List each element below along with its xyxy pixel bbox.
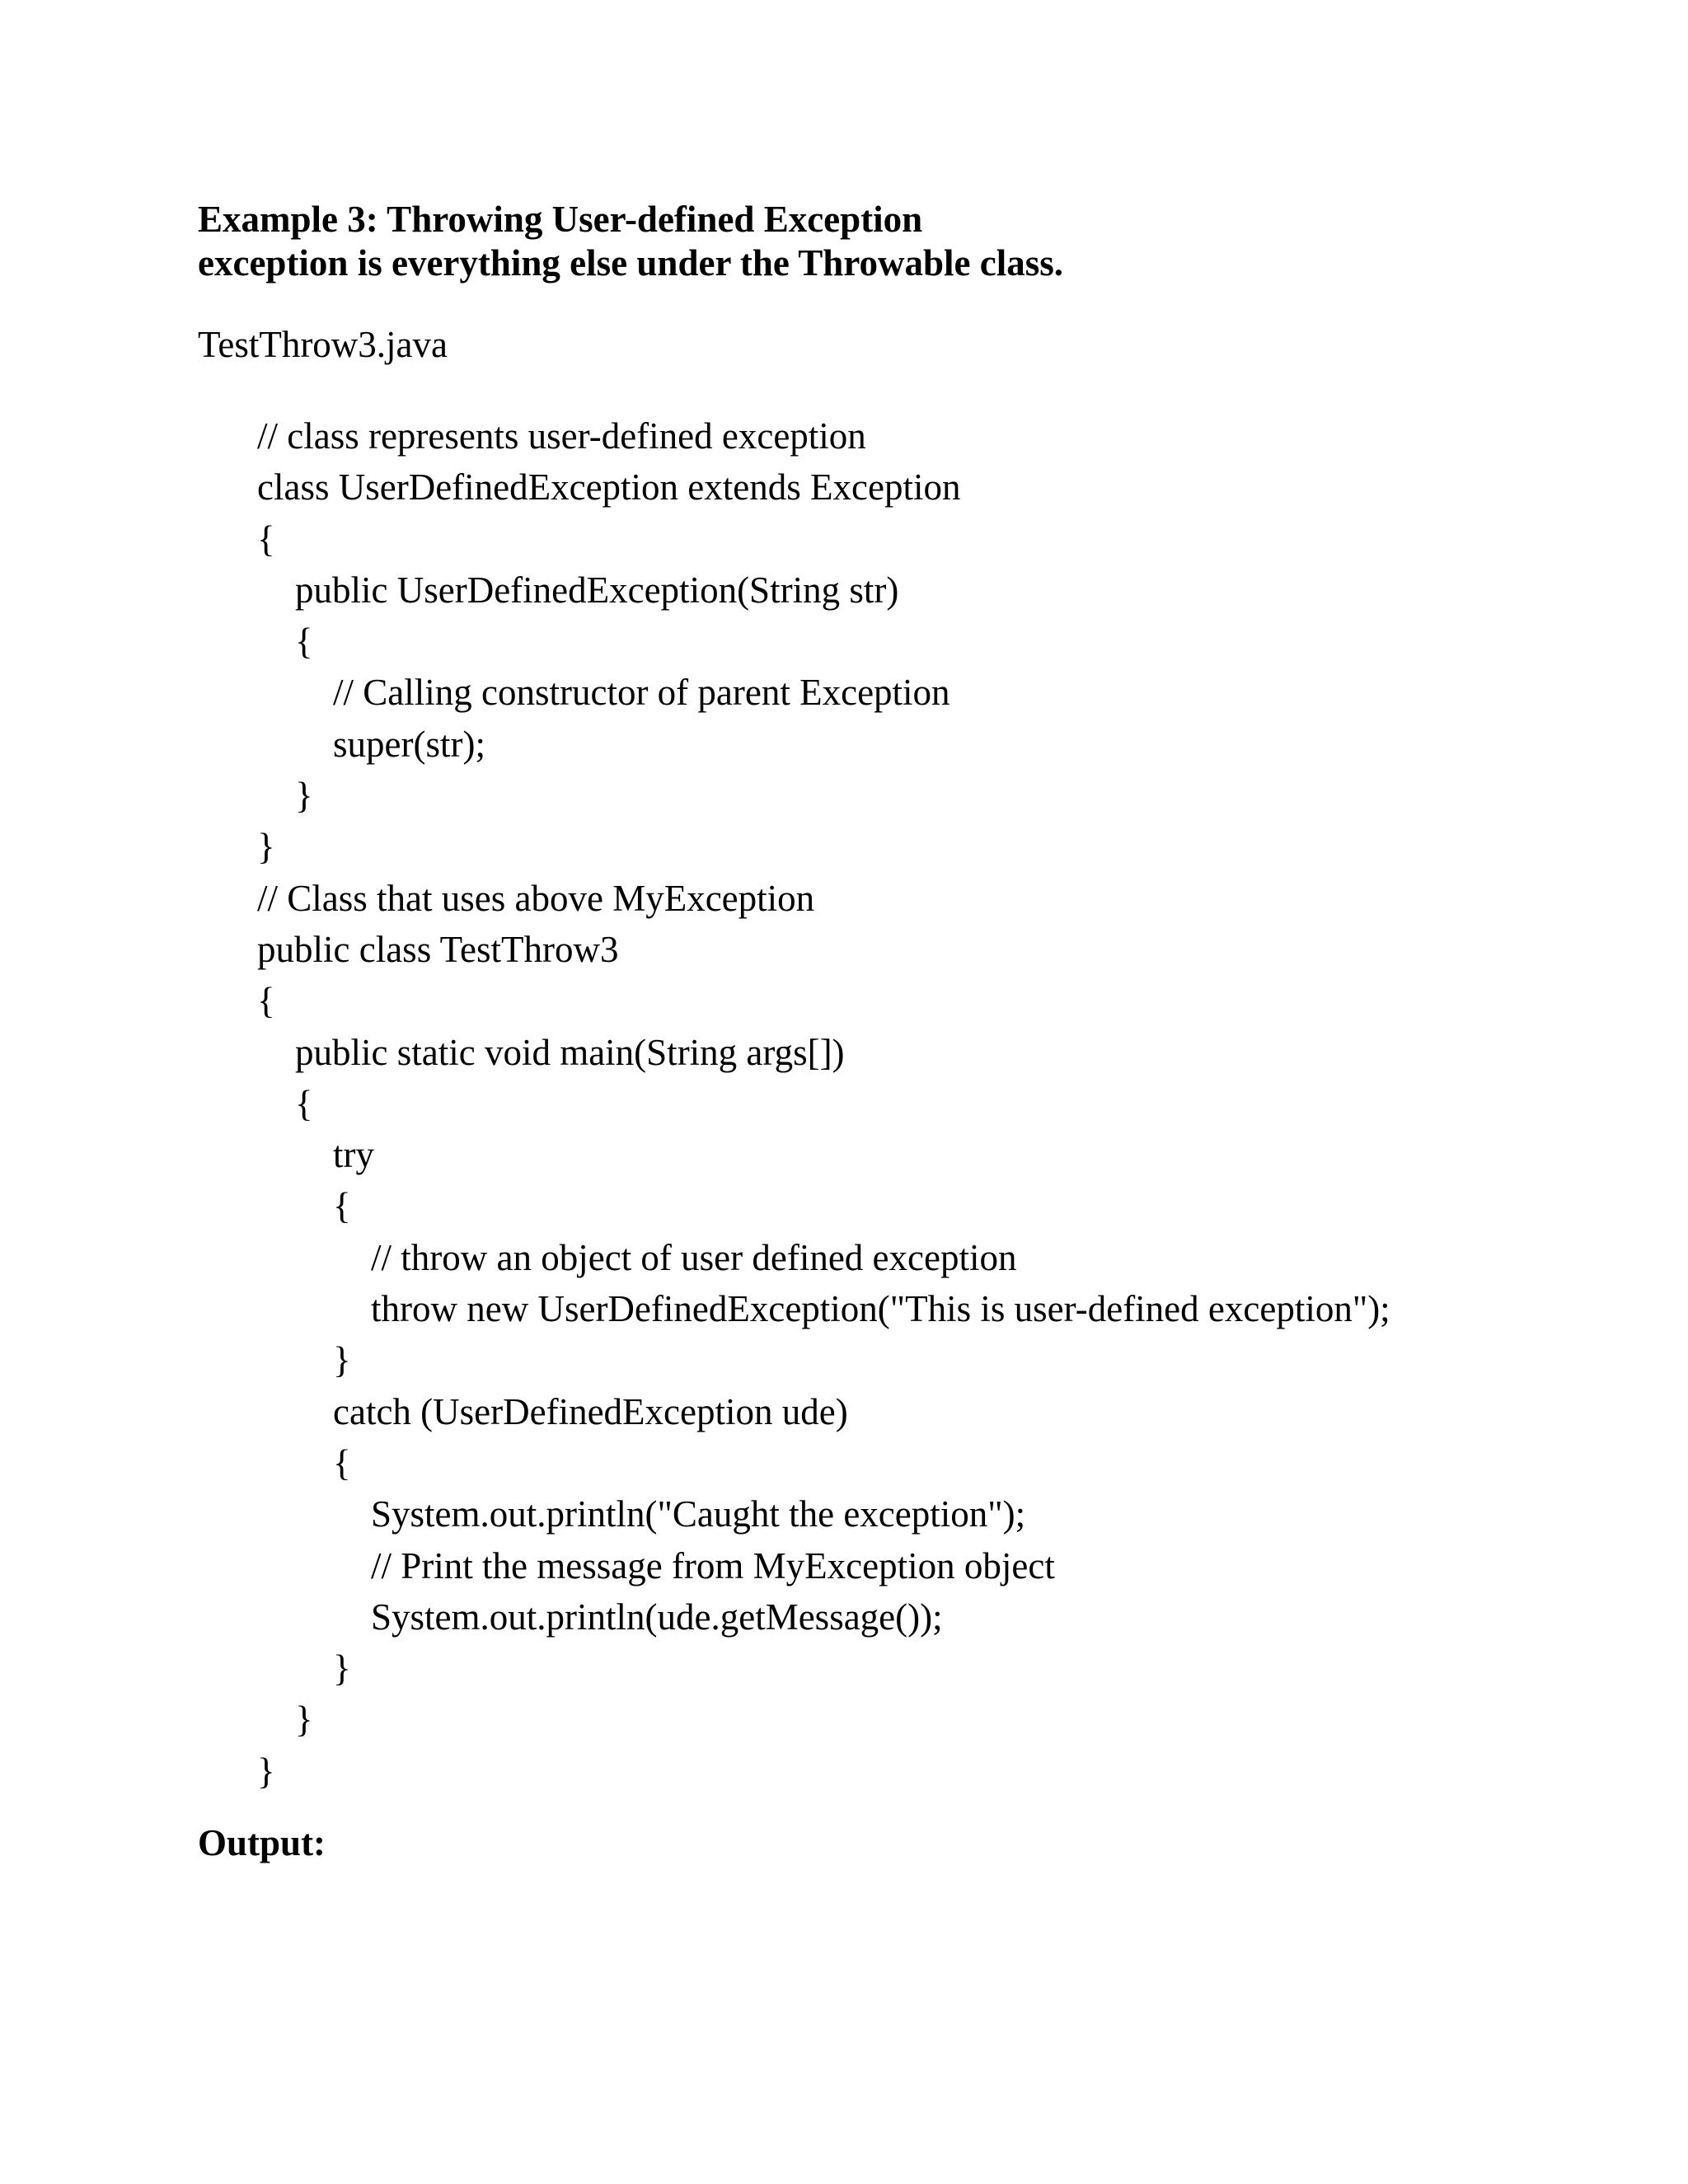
- output-label: Output:: [198, 1822, 326, 1863]
- file-name: TestThrow3.java: [198, 324, 448, 365]
- code-line: System.out.println(ude.getMessage());: [371, 1596, 943, 1638]
- code-line: // class represents user-defined exception: [257, 415, 866, 457]
- code-line: }: [257, 1750, 275, 1792]
- code-line: // throw an object of user defined exception: [371, 1236, 1017, 1278]
- code-line: {: [295, 621, 313, 663]
- code-line: // Calling constructor of parent Exception: [333, 672, 950, 714]
- code-line: {: [333, 1441, 351, 1483]
- code-line: }: [333, 1647, 351, 1690]
- code-line: public UserDefinedException(String str): [295, 569, 899, 611]
- code-line: // Print the message from MyException object: [371, 1544, 1055, 1586]
- code-line: {: [257, 980, 275, 1022]
- code-line: }: [295, 1699, 313, 1741]
- code-line: throw new UserDefinedException("This is user-defined exception");: [371, 1288, 1390, 1330]
- code-line: try: [333, 1134, 374, 1176]
- section-heading: [198, 198, 1063, 285]
- code-line: }: [257, 826, 275, 868]
- heading-line-1: Example 3: Throwing User-defined Exception: [198, 199, 923, 240]
- code-line: super(str);: [333, 723, 485, 765]
- code-line: }: [333, 1339, 351, 1381]
- code-line: System.out.println("Caught the exception");: [371, 1493, 1026, 1535]
- heading-line-2: exception is everything else under the Throwable class.: [198, 242, 1063, 284]
- code-line: public class TestThrow3: [257, 928, 619, 970]
- code-line: {: [333, 1185, 351, 1227]
- code-line: {: [295, 1082, 313, 1124]
- code-line: catch (UserDefinedException ude): [333, 1390, 848, 1432]
- code-line: public static void main(String args[]): [295, 1031, 845, 1073]
- code-line: class UserDefinedException extends Exception: [257, 466, 961, 509]
- code-line: // Class that uses above MyException: [257, 877, 815, 919]
- code-line: }: [295, 775, 313, 817]
- code-line: {: [257, 518, 275, 560]
- code-block: [257, 410, 1390, 1797]
